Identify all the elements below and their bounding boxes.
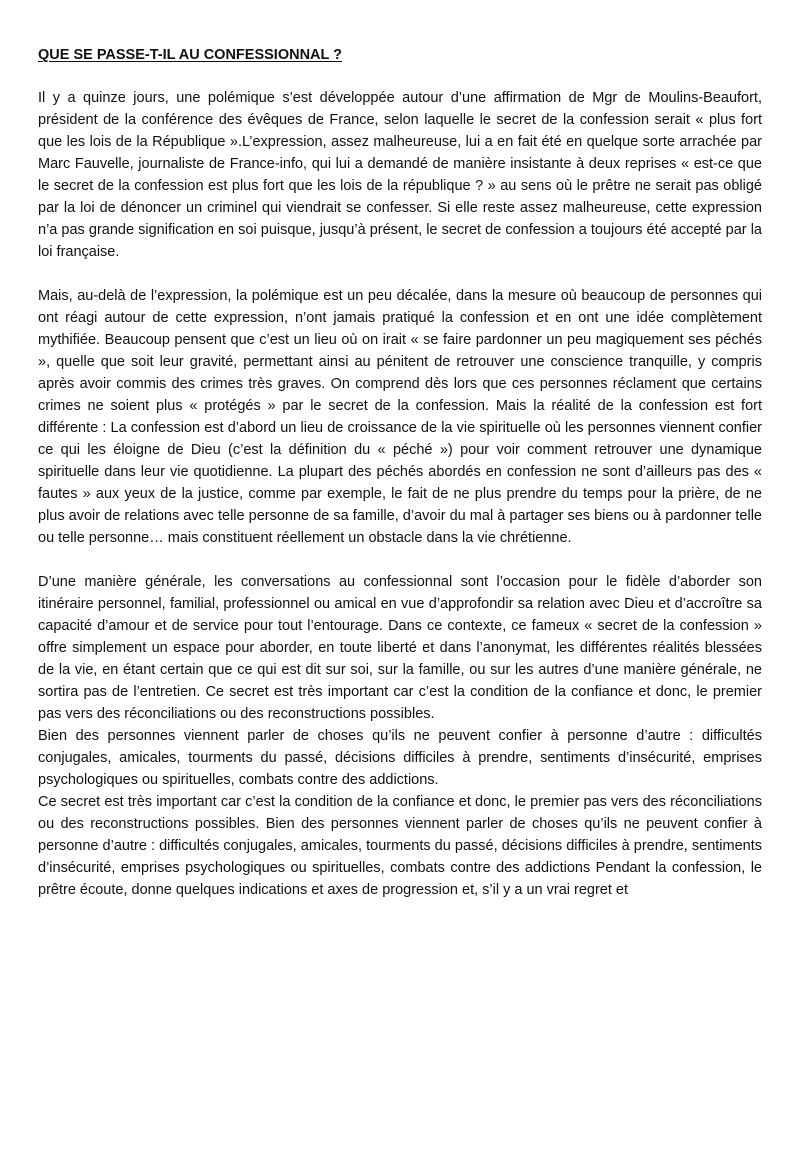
document-body — [38, 44, 762, 901]
paragraph-5: Ce secret est très important car c’est la condition de la confiance et donc, le premier pas vers des réconciliations ou des reconstructions possibles. Bien des personnes viennent parler de choses qu’ils ne peuvent confier à personne d’autre : difficultés conjugales, amicales, tourments du passé, décisions difficiles à prendre, sentiments d’insécurité, emprises psychologiques ou spirituelles, combats contre des addictions Pendant la confession, le prêtre écoute, donne quelques indications et axes de progression et, s’il y a un vrai regret et — [38, 794, 762, 898]
paragraph-3: D’une manière générale, les conversations au confessionnal sont l’occasion pour le fidèle d’aborder son itinéraire personnel, familial, professionnel ou amical en vue d’approfondir sa relation avec Dieu et d’accroître sa capacité d’amour et de service pour tout l’entourage. Dans ce contexte, ce fameux « secret de la confession » offre simplement un espace pour aborder, en toute liberté et dans l’anonymat, les différentes réalités blessées de la vie, en étant certain que ce qui est dit sur soi, sur la famille, ou sur les autres d’une manière générale, ne sortira pas de l’entretien. Ce secret est très important car c’est la condition de la confiance et donc, le premier pas vers des réconciliations ou des reconstructions possibles. — [38, 574, 762, 722]
paragraph-2: Mais, au-delà de l’expression, la polémique est un peu décalée, dans la mesure où beaucoup de personnes qui ont réagi autour de cette expression, n’ont jamais pratiqué la confession et en ont une idée complètement mythifiée. Beaucoup pensent que c’est un lieu où on irait « se faire pardonner un peu magiquement ses péchés », quelle que soit leur gravité, permettant ainsi au pénitent de retrouver une conscience tranquille, y compris après avoir commis des crimes très graves. On comprend dès lors que ces personnes réclament que certains crimes ne soient plus « protégés » par le secret de la confession. Mais la réalité de la confession est fort différente : La confession est d’abord un lieu de croissance de la vie spirituelle où les personnes viennent confier ce qui les éloigne de Dieu (c’est la définition du « péché ») pour voir comment retrouver une dynamique spirituelle dans leur vie quotidienne. La plupart des péchés abordés en confession ne sont d’ailleurs pas des « fautes » aux yeux de la justice, comme par exemple, le fait de ne plus prendre du temps pour la prière, de ne plus avoir de relations avec telle personne de sa famille, d’avoir du mal à partager ses biens ou à pardonner telle ou telle personne… mais constituent réellement un obstacle dans la vie chrétienne. — [38, 288, 762, 546]
paragraph-4: Bien des personnes viennent parler de choses qu’ils ne peuvent confier à personne d’autre : difficultés conjugales, amicales, tourments du passé, décisions difficiles à prendre, sentiments d’insécurité, emprises psychologiques ou spirituelles, combats contre des addictions. — [38, 728, 762, 788]
document-title: QUE SE PASSE-T-IL AU CONFESSIONNAL ? — [38, 47, 342, 63]
paragraph-1: Il y a quinze jours, une polémique s’est développée autour d’une affirmation de Mgr de Moulins-Beaufort, président de la conférence des évêques de France, selon laquelle le secret de la confession serait « plus fort que les lois de la République ».L’expression, assez malheureuse, lui a en fait été en quelque sorte arrachée par Marc Fauvelle, journaliste de France-info, qui lui a demandé de manière insistante à deux reprises « est-ce que le secret de la confession est plus fort que les lois de la république ? » au sens où le prêtre ne serait pas obligé par la loi de dénoncer un criminel qui viendrait se confesser. Si elle reste assez malheureuse, cette expression n’a pas grande signification en soi puisque, jusqu’à présent, le secret de confession a toujours été accepté par la loi française. — [38, 90, 762, 260]
